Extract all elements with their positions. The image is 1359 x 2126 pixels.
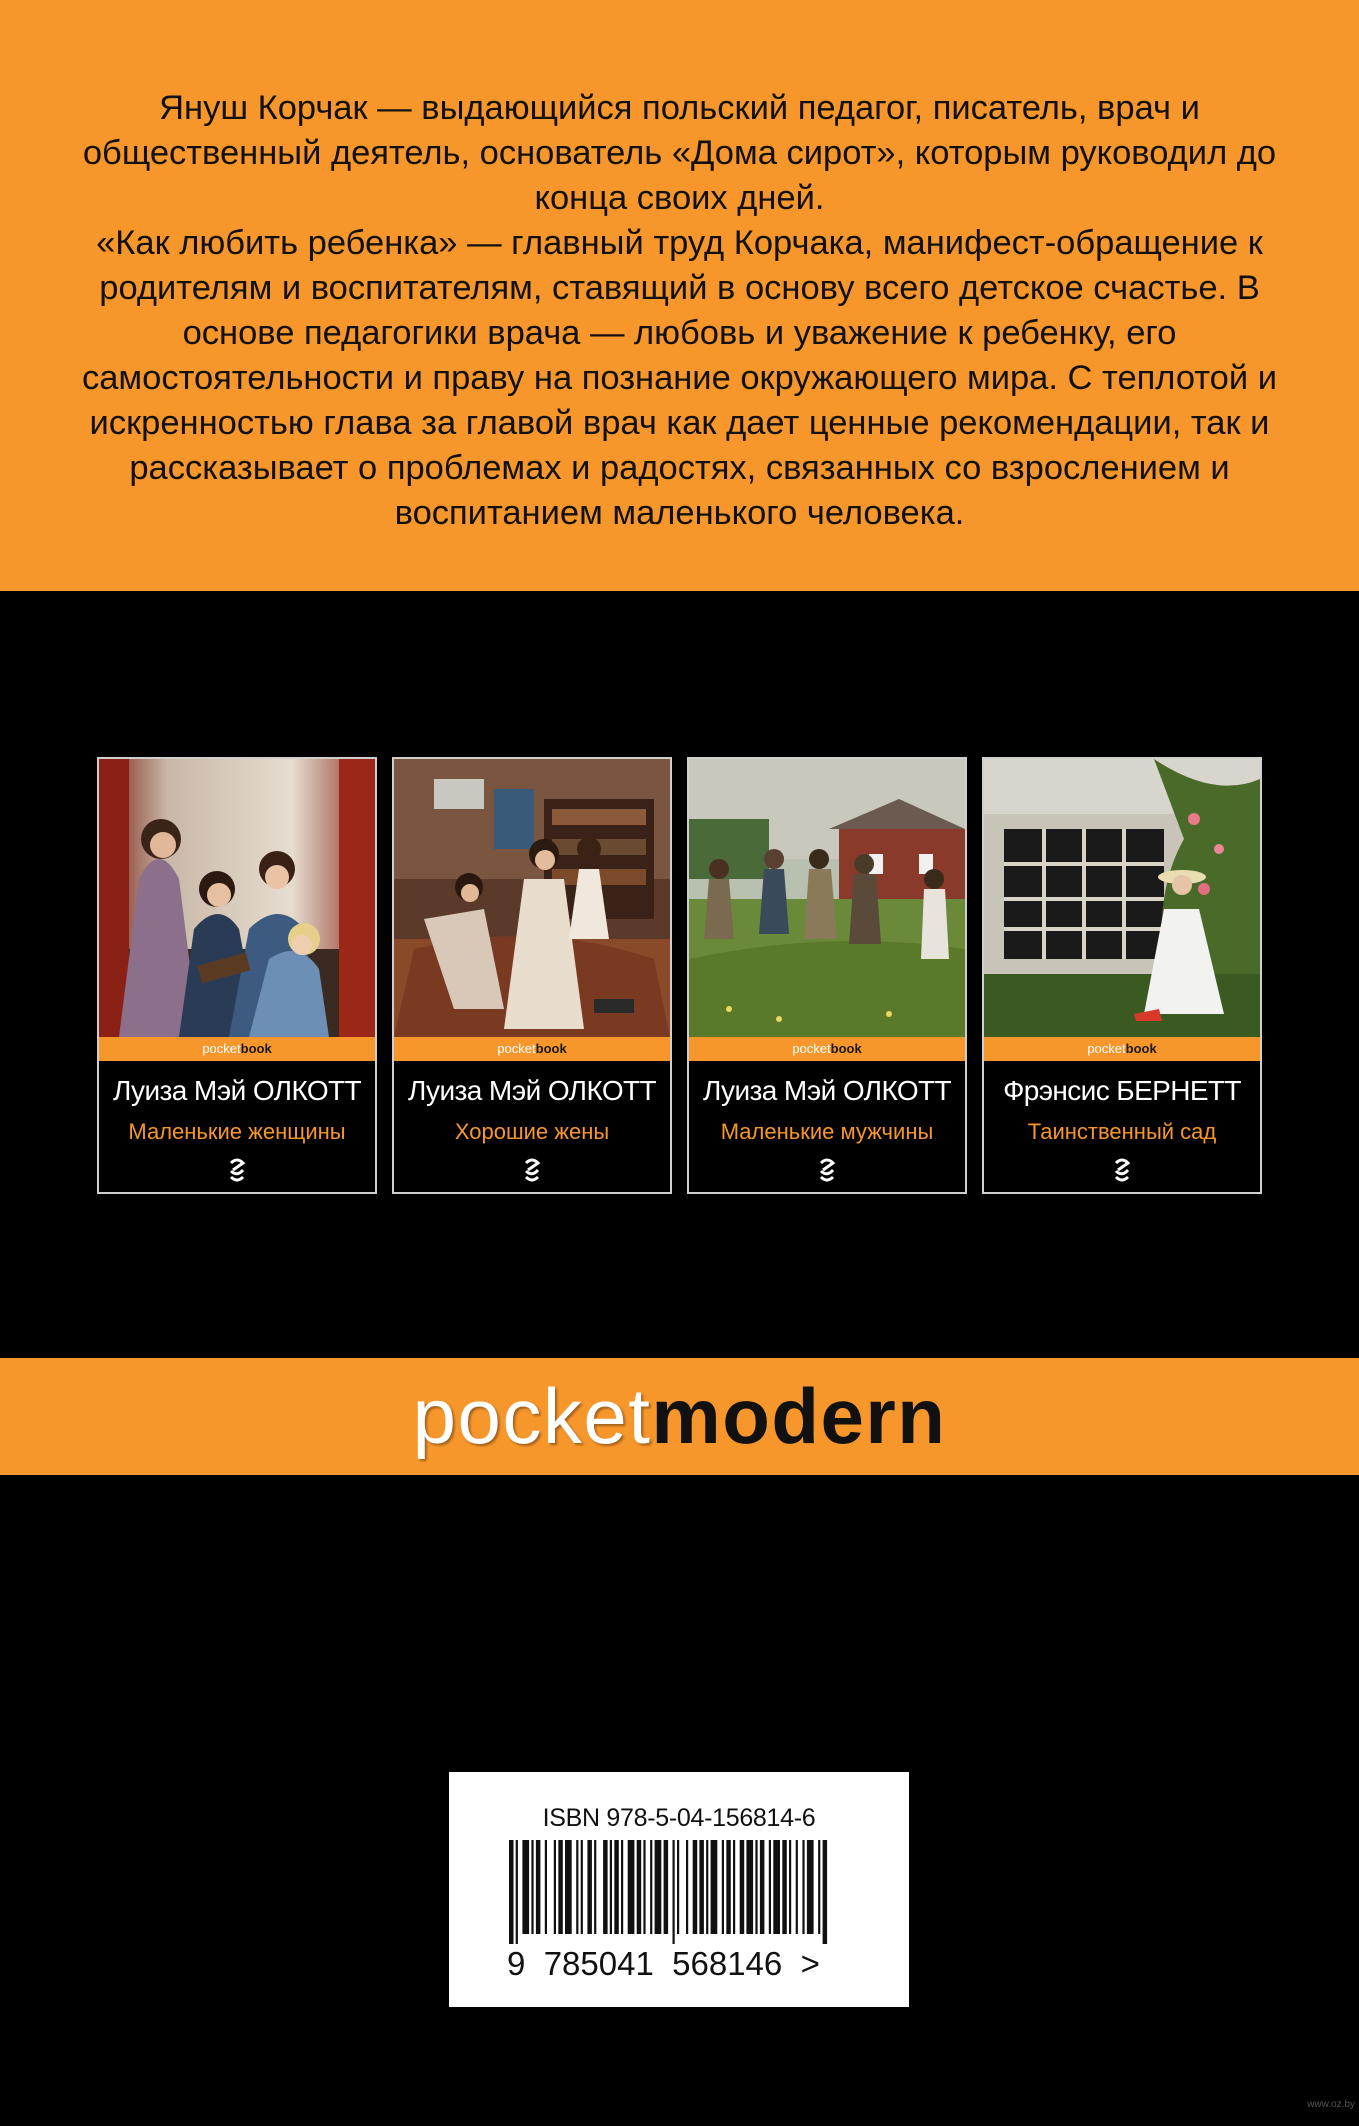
series-light: pocket	[1087, 1041, 1126, 1056]
cover-illustration-women-in-parlor	[394, 759, 670, 1037]
series-light: pocket	[202, 1041, 241, 1056]
book-card-good-wives	[392, 757, 672, 1194]
book-title: Таинственный сад	[1027, 1119, 1217, 1144]
book-author: Луиза Мэй ОЛКОТТ	[702, 1075, 952, 1106]
series-logo-bold: modern	[651, 1372, 947, 1460]
annotation-band	[0, 0, 1359, 591]
book-author: Луиза Мэй ОЛКОТТ	[407, 1075, 657, 1106]
isbn-number: ISBN 978-5-04-156814-6	[542, 1804, 816, 1832]
barcode-panel	[449, 1772, 909, 2007]
pocketbook-series-strip	[394, 1037, 670, 1061]
series-bold: book	[240, 1041, 272, 1056]
cover-illustration-boys-playing	[689, 759, 965, 1037]
pocketbook-series-strip	[984, 1037, 1260, 1061]
book-author: Фрэнсис БЕРНЕТТ	[1003, 1075, 1241, 1106]
book-title: Хорошие жены	[454, 1119, 610, 1144]
pocketmodern-series-logo	[413, 1366, 947, 1466]
book-author: Луиза Мэй ОЛКОТТ	[112, 1075, 362, 1106]
series-light: pocket	[497, 1041, 536, 1056]
watermark: www.oz.by	[1307, 2099, 1355, 2110]
eksmo-logo-icon	[813, 1157, 841, 1183]
book-card-little-men	[687, 757, 967, 1194]
book-title: Маленькие мужчины	[720, 1119, 934, 1144]
book-title: Маленькие женщины	[128, 1119, 346, 1144]
series-logo-light: pocket	[412, 1372, 652, 1460]
pocketbook-series-strip	[99, 1037, 375, 1061]
barcode-digits: 9 785041 568146 >	[507, 1945, 820, 1982]
series-bold: book	[1125, 1041, 1157, 1056]
annotation-paragraph-book: «Как любить ребенка» — главный труд Корчака, манифест-обращение к родителям и воспитателям, ставящий в основу всего детское счастье. В основе педагогики врача — любовь и уважение к ребенку, его самостоятельности и праву на познание окружающего мира. С теплотой и искренностью глава за главой врач как дает ценные рекомендации, так и рассказывает о проблемах и радостях, связанных со взрослением и воспитанием маленького человека.	[81, 224, 1277, 532]
cover-illustration-girl-in-garden	[984, 759, 1260, 1037]
eksmo-logo-icon	[1108, 1157, 1136, 1183]
barcode-image	[509, 1840, 849, 1944]
series-light: pocket	[792, 1041, 831, 1056]
pocketbook-series-strip	[689, 1037, 965, 1061]
cover-illustration-girls-reading	[99, 759, 375, 1037]
eksmo-logo-icon	[223, 1157, 251, 1183]
book-annotation	[60, 86, 1299, 536]
eksmo-logo-icon	[518, 1157, 546, 1183]
related-books	[97, 757, 1261, 1194]
series-bold: book	[535, 1041, 567, 1056]
series-band	[0, 1358, 1359, 1475]
book-card-secret-garden	[982, 757, 1262, 1194]
annotation-paragraph-author: Януш Корчак — выдающийся польский педагог, писатель, врач и общественный деятель, основатель «Дома сирот», которым руководил до конца своих дней.	[82, 89, 1277, 217]
series-bold: book	[830, 1041, 862, 1056]
book-card-little-women	[97, 757, 377, 1194]
